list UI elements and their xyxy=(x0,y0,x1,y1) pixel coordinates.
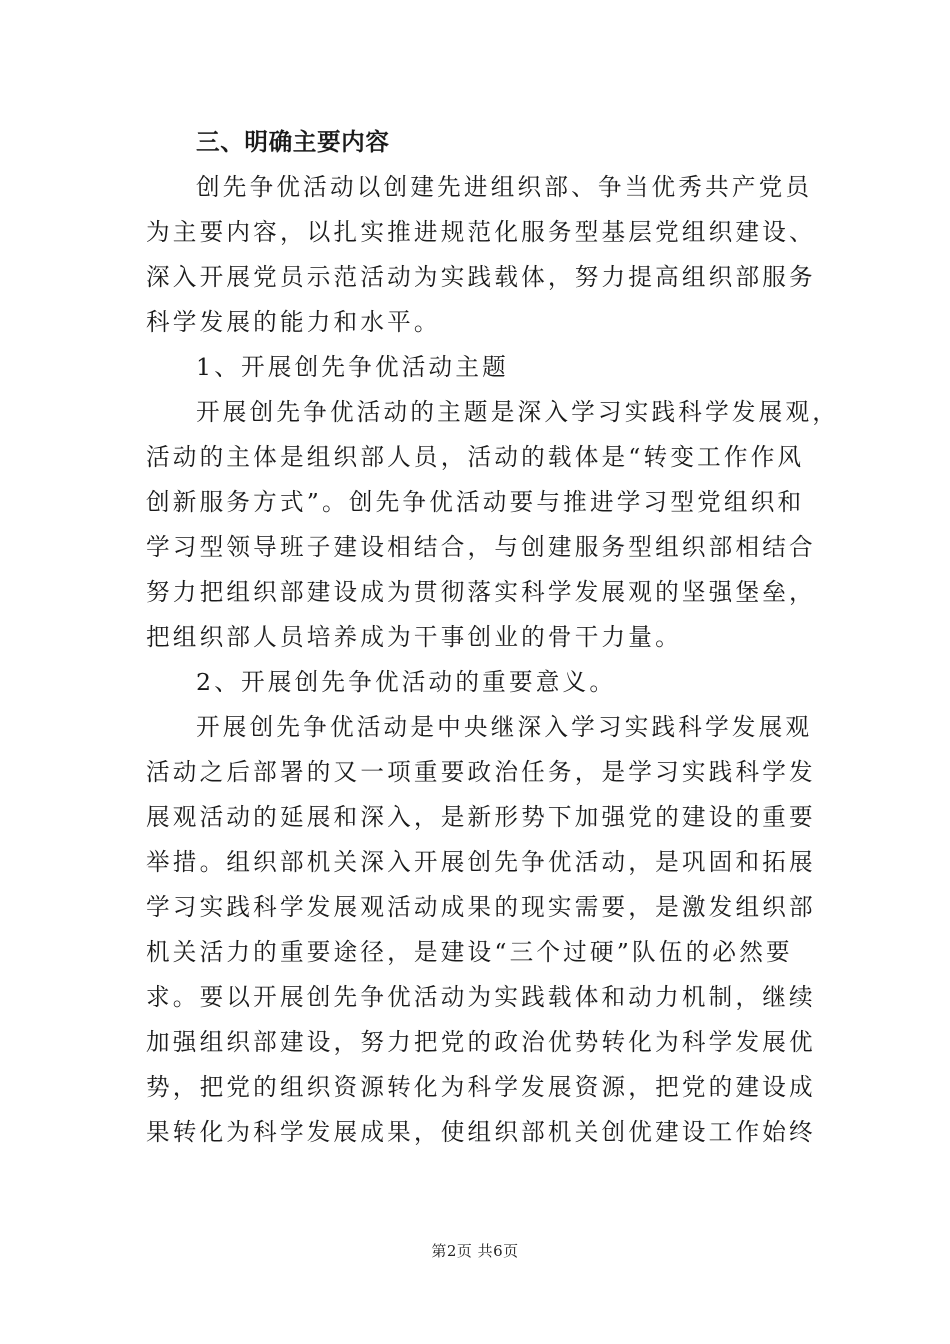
paragraph-line: 创新服务方式”。创先争优活动要与推进学习型党组织和 xyxy=(146,488,805,516)
paragraph-line: 活动的主体是组织部人员，活动的载体是“转变工作作风 xyxy=(146,443,805,471)
paragraph-line: 加强组织部建设，努力把党的政治优势转化为科学发展优 xyxy=(146,1028,816,1056)
paragraph-line: 开展创先争优活动的主题是深入学习实践科学发展观， xyxy=(196,398,840,426)
paragraph-line: 学习型领导班子建设相结合，与创建服务型组织部相结合 xyxy=(146,533,816,561)
section-heading: 三、明确主要内容 xyxy=(196,128,390,156)
paragraph-line: 把组织部人员培养成为干事创业的骨干力量。 xyxy=(146,623,682,651)
paragraph-line: 求。要以开展创先争优活动为实践载体和动力机制，继续 xyxy=(146,983,816,1011)
paragraph-line: 活动之后部署的又一项重要政治任务，是学习实践科学发 xyxy=(146,758,816,786)
subsection-heading: 1、开展创先争优活动主题 xyxy=(196,353,509,381)
paragraph-line: 机关活力的重要途径，是建设“三个过硬”队伍的必然要 xyxy=(146,938,793,966)
paragraph-line: 深入开展党员示范活动为实践载体，努力提高组织部服务 xyxy=(146,263,816,291)
subsection-heading: 2、开展创先争优活动的重要意义。 xyxy=(196,668,617,696)
paragraph-line: 开展创先争优活动是中央继深入学习实践科学发展观 xyxy=(196,713,813,741)
paragraph-line: 创先争优活动以创建先进组织部、争当优秀共产党员 xyxy=(196,173,813,201)
paragraph-line: 科学发展的能力和水平。 xyxy=(146,308,441,336)
paragraph-line: 势，把党的组织资源转化为科学发展资源，把党的建设成 xyxy=(146,1073,816,1101)
paragraph-line: 展观活动的延展和深入，是新形势下加强党的建设的重要 xyxy=(146,803,816,831)
page-number-footer: 第2页 共6页 xyxy=(431,1242,519,1260)
paragraph-line: 举措。组织部机关深入开展创先争优活动，是巩固和拓展 xyxy=(146,848,816,876)
paragraph-line: 学习实践科学发展观活动成果的现实需要，是激发组织部 xyxy=(146,893,816,921)
paragraph-line: 努力把组织部建设成为贯彻落实科学发展观的坚强堡垒， xyxy=(146,578,816,606)
paragraph-line: 果转化为科学发展成果，使组织部机关创优建设工作始终 xyxy=(146,1118,816,1146)
paragraph-line: 为主要内容，以扎实推进规范化服务型基层党组织建设、 xyxy=(146,218,816,246)
